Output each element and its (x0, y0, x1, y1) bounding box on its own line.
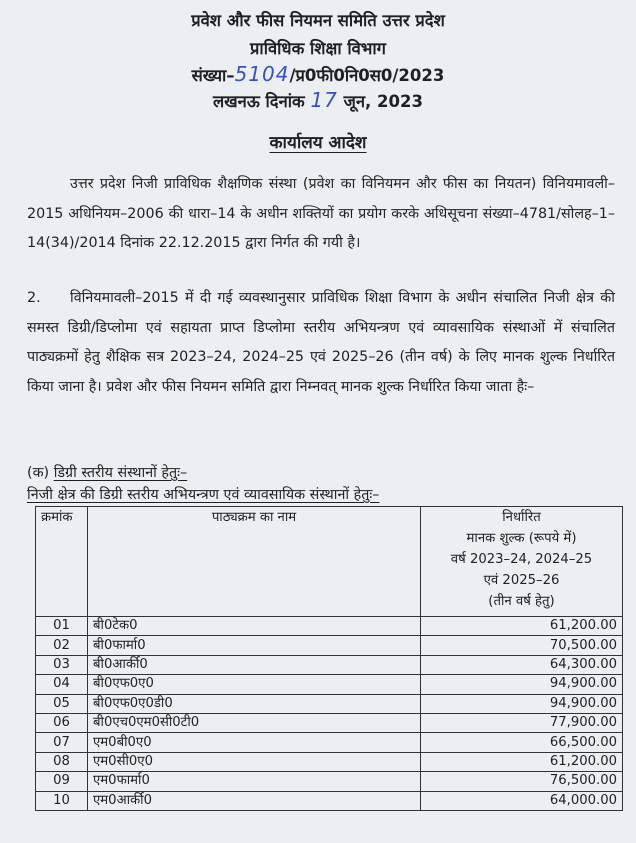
department-name: प्राविधिक शिक्षा विभाग (250, 39, 386, 58)
row-serial: 06 (36, 713, 88, 732)
table-row (36, 772, 623, 791)
row-fee: 64,300.00 (421, 655, 623, 674)
table-row (36, 675, 623, 694)
header-course: पाठ्यक्रम का नाम (88, 507, 421, 617)
row-serial: 04 (36, 675, 88, 694)
row-course: बी0एफ0ए0 (88, 675, 421, 694)
row-course: एम0सी0ए0 (88, 752, 421, 771)
reference-number (0, 62, 636, 86)
table-row (36, 655, 623, 674)
reference-number-prefix: संख्या– (191, 66, 235, 85)
row-fee: 77,900.00 (421, 713, 623, 732)
row-fee: 76,500.00 (421, 772, 623, 791)
row-fee: 61,200.00 (421, 752, 623, 771)
header-fee-line4: एवं 2025–26 (483, 573, 560, 588)
table-row (36, 694, 623, 713)
header-fee-line2: मानक शुल्क (रूपये में) (466, 531, 577, 546)
order-title: कार्यालय आदेश (269, 133, 367, 153)
section-subheading: निजी क्षेत्र की डिग्री स्तरीय अभियन्त्रण एवं व्यावसायिक संस्थानों हेतुः– (27, 487, 380, 503)
row-fee: 66,500.00 (421, 733, 623, 752)
row-course: एम0बी0ए0 (88, 733, 421, 752)
row-fee: 70,500.00 (421, 636, 623, 655)
table-row (36, 791, 623, 810)
paragraph-2-text: विनियमावली–2015 में दी गई व्यवस्थानुसार प्राविधिक शिक्षा विभाग के अधीन संचालित निजी क्षेत्र की समस्त डिग्री/डिप्लोमा एवं सहायता प्राप्त डिप्लोमा स्तरीय अभियन्त्रण एवं व्यावसायिक संस्थाओं में संचालित पाठ्यक्रमों हेतु शैक्षिक सत्र 2023–24, 2024–25 एवं 2025–26 (तीन वर्ष) के लिए मानक शुल्क निर्धारित किया जाना है। प्रवेश और फीस नियमन समिति द्वारा निम्नवत् मानक शुल्क निर्धारित किया जाता हैः– (27, 290, 615, 395)
row-fee: 64,000.00 (421, 791, 623, 810)
header-fee-line3: वर्ष 2023–24, 2024–25 (450, 552, 593, 567)
section-label (27, 463, 187, 482)
row-fee: 94,900.00 (421, 694, 623, 713)
row-course: एम0आर्की0 (88, 791, 421, 810)
row-course: बी0एच0एम0सी0टी0 (88, 713, 421, 732)
paragraph-2-number: 2. (27, 290, 41, 306)
org-name: प्रवेश और फीस नियमन समिति उत्तर प्रदेश (191, 11, 445, 30)
section-label-prefix: (क) (27, 465, 50, 481)
row-serial: 03 (36, 655, 88, 674)
handwritten-number: 5104 (234, 62, 290, 86)
row-serial: 05 (36, 694, 88, 713)
row-fee: 94,900.00 (421, 675, 623, 694)
issue-date (0, 88, 636, 112)
row-course: बी0एफ0ए0डी0 (88, 694, 421, 713)
header-fee-line1: निर्धारित (502, 510, 541, 525)
row-fee: 61,200.00 (421, 617, 623, 636)
row-serial: 09 (36, 772, 88, 791)
header-serial: क्रमांक (36, 507, 88, 617)
table-row (36, 733, 623, 752)
row-serial: 07 (36, 733, 88, 752)
section-label-text: डिग्री स्तरीय संस्थानों हेतुः– (53, 465, 188, 481)
order-title-wrap (0, 130, 636, 153)
header-fee (421, 507, 623, 617)
row-serial: 10 (36, 791, 88, 810)
paragraph-2 (27, 284, 615, 402)
reference-number-suffix: /प्र0फी0नि0स0/2023 (289, 66, 445, 85)
paragraph-1: उत्तर प्रदेश निजी प्राविधिक शैक्षणिक संस्था (प्रवेश का विनियमन और फीस का नियतन) विनियमावली–2015 अधिनियम–2006 की धारा–14 के अधीन शक्तियों का प्रयोग करके अधिसूचना संख्या–4781/सोलह–1–14(34)/2014 दिनांक 22.12.2015 द्वारा निर्गत की गयी है। (27, 176, 615, 251)
table-row (36, 617, 623, 636)
row-course: एम0फार्मा0 (88, 772, 421, 791)
table-row (36, 636, 623, 655)
header-fee-line5: (तीन वर्ष हेतु) (488, 594, 555, 609)
row-serial: 08 (36, 752, 88, 771)
handwritten-date: 17 (310, 88, 338, 112)
table-row (36, 713, 623, 732)
fee-table (35, 506, 623, 811)
row-course: बी0आर्की0 (88, 655, 421, 674)
row-course: बी0फार्मा0 (88, 636, 421, 655)
row-serial: 02 (36, 636, 88, 655)
date-suffix: जून, 2023 (343, 92, 423, 111)
date-prefix: लखनऊ दिनांक (213, 92, 305, 111)
row-serial: 01 (36, 617, 88, 636)
table-row (36, 752, 623, 771)
fee-table-header (36, 507, 623, 617)
row-course: बी0टेक0 (88, 617, 421, 636)
